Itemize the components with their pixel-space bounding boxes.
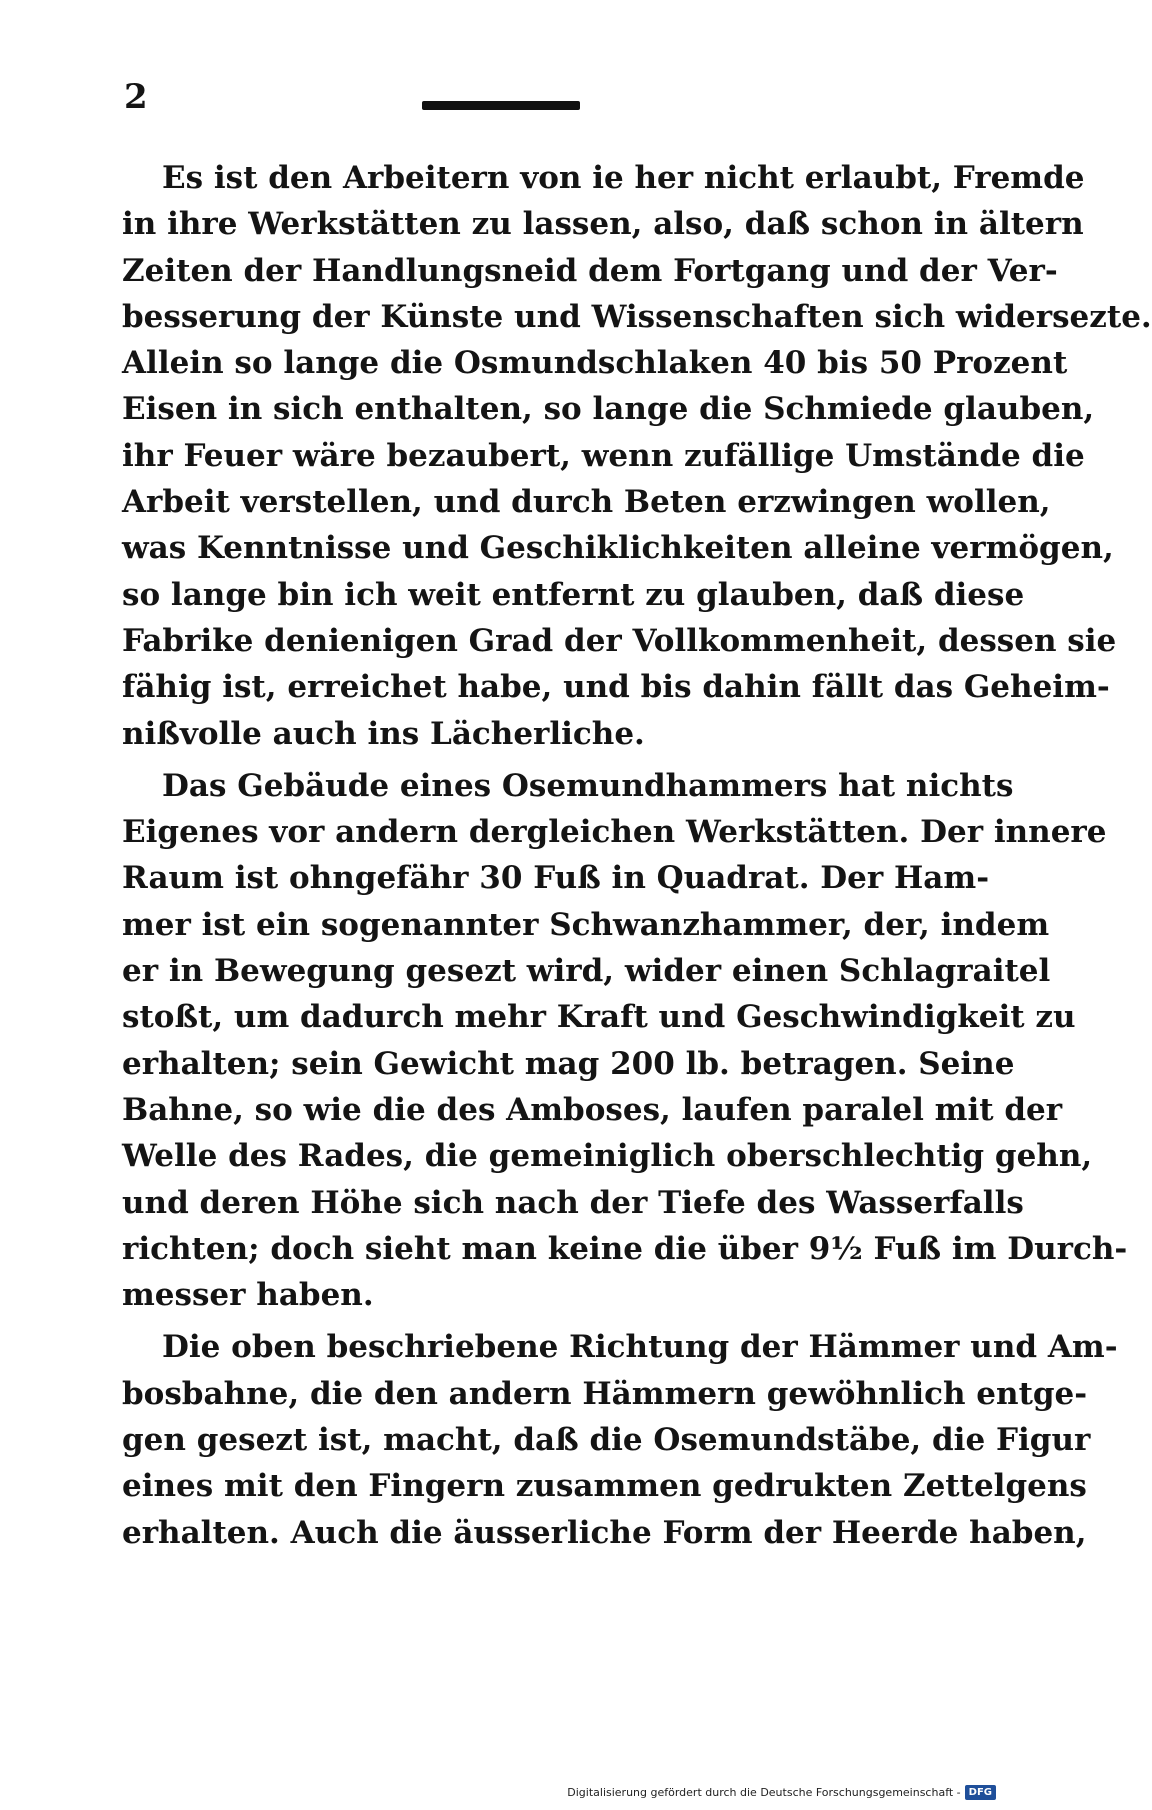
page-number: 2 [124,77,148,117]
funding-credit: Digitalisierung gefördert durch die Deutsche Forschungsgemeinschaft - [567,1785,961,1799]
text-line: Arbeit verstellen, und durch Beten erzwingen wollen, [122,484,1051,521]
text-line: bosbahne, die den andern Hämmern gewöhnlich entge- [122,1375,1088,1412]
text-line: Eigenes vor andern dergleichen Werkstätten. Der innere [122,814,1107,851]
paragraph-3 [122,1324,1118,1555]
paragraph-2 [122,763,1128,1319]
text-line: Welle des Rades, die gemeiniglich oberschlechtig gehn, [122,1138,1093,1175]
text-line: Die oben beschriebene Richtung der Hämmer und Am- [162,1329,1118,1366]
text-line: so lange bin ich weit entfernt zu glauben, daß diese [122,576,1025,613]
text-line: Eisen in sich enthalten, so lange die Schmiede glauben, [122,391,1095,428]
text-line: in ihre Werkstätten zu lassen, also, daß schon in ältern [122,206,1084,243]
text-line: Raum ist ohngefähr 30 Fuß in Quadrat. Der Ham- [122,860,990,897]
body-text [122,155,1152,1556]
text-line: besserung der Künste und Wissenschaften sich widersezte. [122,298,1152,335]
text-line: mer ist ein sogenannter Schwanzhammer, der, indem [122,906,1050,943]
text-line: eines mit den Fingern zusammen gedrukten Zettelgens [122,1468,1087,1505]
digitization-footer [567,1782,1000,1802]
header-rule [422,101,580,110]
text-line: erhalten. Auch die äusserliche Form der Heerde haben, [122,1514,1087,1551]
text-line: Zeiten der Handlungsneid dem Fortgang und der Ver- [122,252,1058,289]
paragraph-1 [122,155,1152,757]
text-line: messer haben. [122,1277,374,1314]
text-line: Es ist den Arbeitern von ie her nicht erlaubt, Fremde [162,160,1085,196]
text-line: fähig ist, erreichet habe, und bis dahin fällt das Geheim- [122,669,1110,706]
text-line: stoßt, um dadurch mehr Kraft und Geschwindigkeit zu [122,999,1076,1036]
text-line: er in Bewegung gesezt wird, wider einen Schlagraitel [122,953,1051,990]
text-line: Bahne, so wie die des Amboses, laufen paralel mit der [122,1091,1063,1128]
text-line: Fabrike denienigen Grad der Vollkommenheit, dessen sie [122,622,1117,659]
text-line: was Kenntnisse und Geschiklichkeiten alleine vermögen, [122,530,1114,567]
text-line: ihr Feuer wäre bezaubert, wenn zufällige Umstände die [122,437,1085,474]
text-line: Allein so lange die Osmundschlaken 40 bis 50 Prozent [122,345,1068,382]
text-line: erhalten; sein Gewicht mag 200 lb. betragen. Seine [122,1045,1015,1082]
text-line: richten; doch sieht man keine die über 9½ Fuß im Durch- [122,1230,1128,1267]
text-line: Das Gebäude eines Osemundhammers hat nichts [162,767,1014,804]
text-line: und deren Höhe sich nach der Tiefe des Wasserfalls [122,1184,1024,1221]
text-line: nißvolle auch ins Lächerliche. [122,715,645,752]
text-line: gen gesezt ist, macht, daß die Osemundstäbe, die Figur [122,1422,1091,1459]
dfg-logo: DFG [965,1785,996,1800]
